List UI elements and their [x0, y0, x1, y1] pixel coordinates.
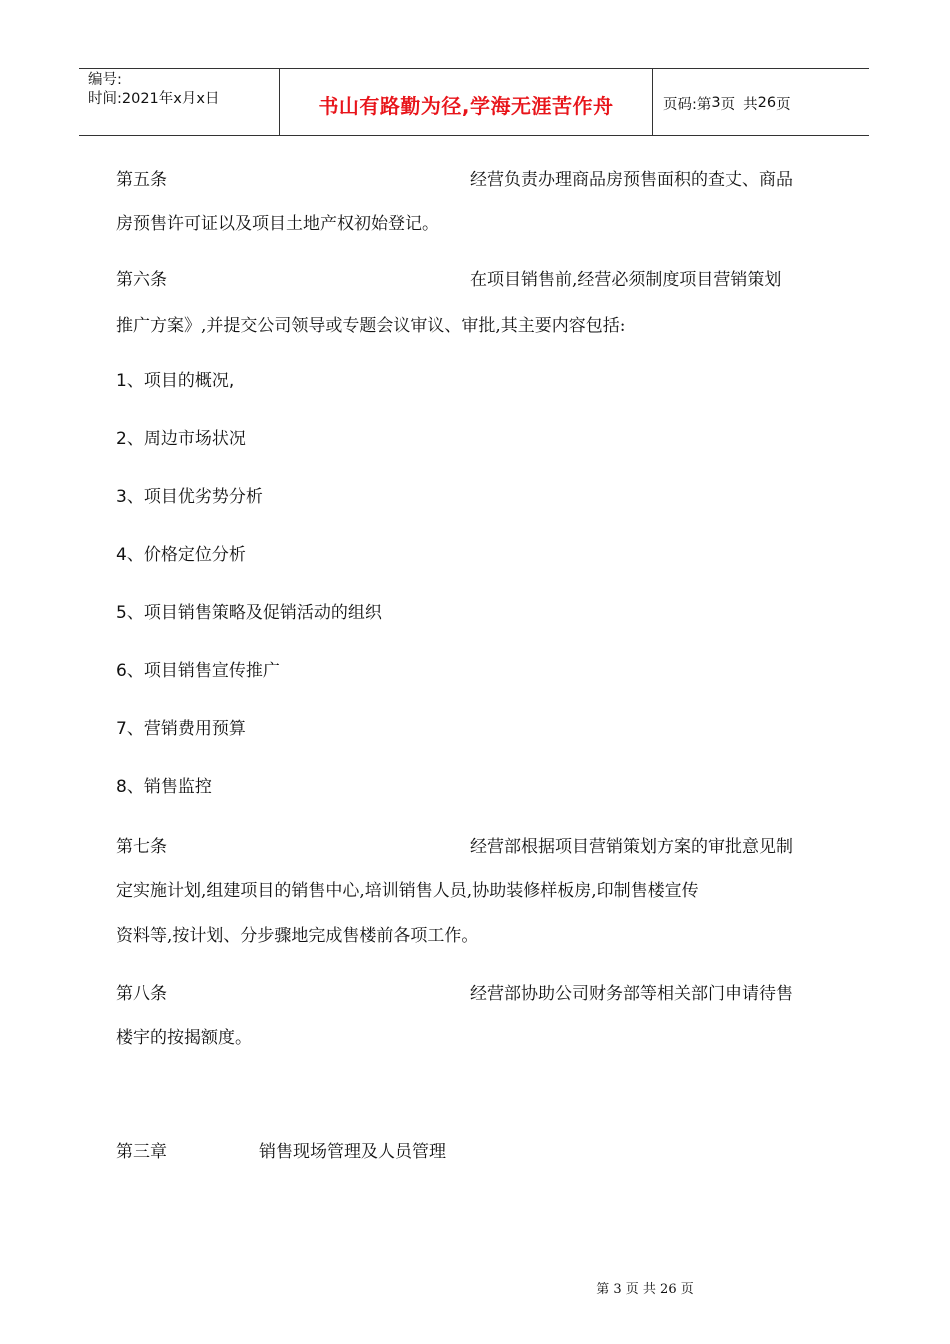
chapter-title: 销售现场管理及人员管理 — [259, 1142, 446, 1162]
article-5-text-line-1: 经营负责办理商品房预售面积的查丈、商品 — [470, 170, 793, 190]
article-6-text-line-2: 推广方案》,并提交公司领导或专题会议审议、审批,其主要内容包括: — [116, 316, 626, 336]
list-item: 4、价格定位分析 — [116, 545, 246, 565]
list-item: 8、销售监控 — [116, 777, 212, 797]
page-prefix: 页码:第 — [663, 96, 712, 113]
article-5-title: 第五条 — [116, 170, 167, 190]
page-header — [79, 68, 869, 136]
article-8-text-line-2: 楼宇的按揭额度。 — [116, 1028, 252, 1048]
list-item: 7、营销费用预算 — [116, 719, 246, 739]
article-5-text-line-2: 房预售许可证以及项目土地产权初始登记。 — [116, 214, 439, 234]
article-8-text-line-1: 经营部协助公司财务部等相关部门申请待售 — [470, 984, 793, 1004]
list-item: 5、项目销售策略及促销活动的组织 — [116, 603, 382, 623]
document-number-label: 编号: — [88, 72, 122, 88]
article-7-text-line-3: 资料等,按计划、分步骤地完成售楼前各项工作。 — [116, 926, 479, 946]
page-footer: 第 3 页 共 26 页 — [596, 1282, 694, 1297]
chapter-number: 第三章 — [116, 1142, 167, 1162]
header-motto: 书山有路勤为径,学海无涯苦作舟 — [280, 69, 653, 135]
document-date: 时间:2021年x月x日 — [88, 91, 220, 107]
header-info — [79, 69, 280, 135]
page-number: 3 — [711, 95, 721, 111]
article-7-title: 第七条 — [116, 837, 167, 857]
total-prefix: 共 — [743, 96, 758, 113]
article-7-text-line-2: 定实施计划,组建项目的销售中心,培训销售人员,协助装修样板房,印制售楼宣传 — [116, 881, 699, 901]
list-item: 1、项目的概况, — [116, 371, 235, 391]
article-8-title: 第八条 — [116, 984, 167, 1004]
page-mid: 页 — [720, 96, 736, 113]
total-pages: 26 — [757, 95, 777, 111]
header-page-info — [653, 69, 869, 135]
article-7-text-line-1: 经营部根据项目营销策划方案的审批意见制 — [470, 837, 793, 857]
total-suffix: 页 — [776, 96, 791, 113]
article-6-title: 第六条 — [116, 270, 167, 290]
list-item: 2、周边市场状况 — [116, 429, 246, 449]
list-item: 3、项目优劣势分析 — [116, 487, 263, 507]
list-item: 6、项目销售宣传推广 — [116, 661, 280, 681]
article-6-text-line-1: 在项目销售前,经营必须制度项目营销策划 — [470, 270, 782, 290]
